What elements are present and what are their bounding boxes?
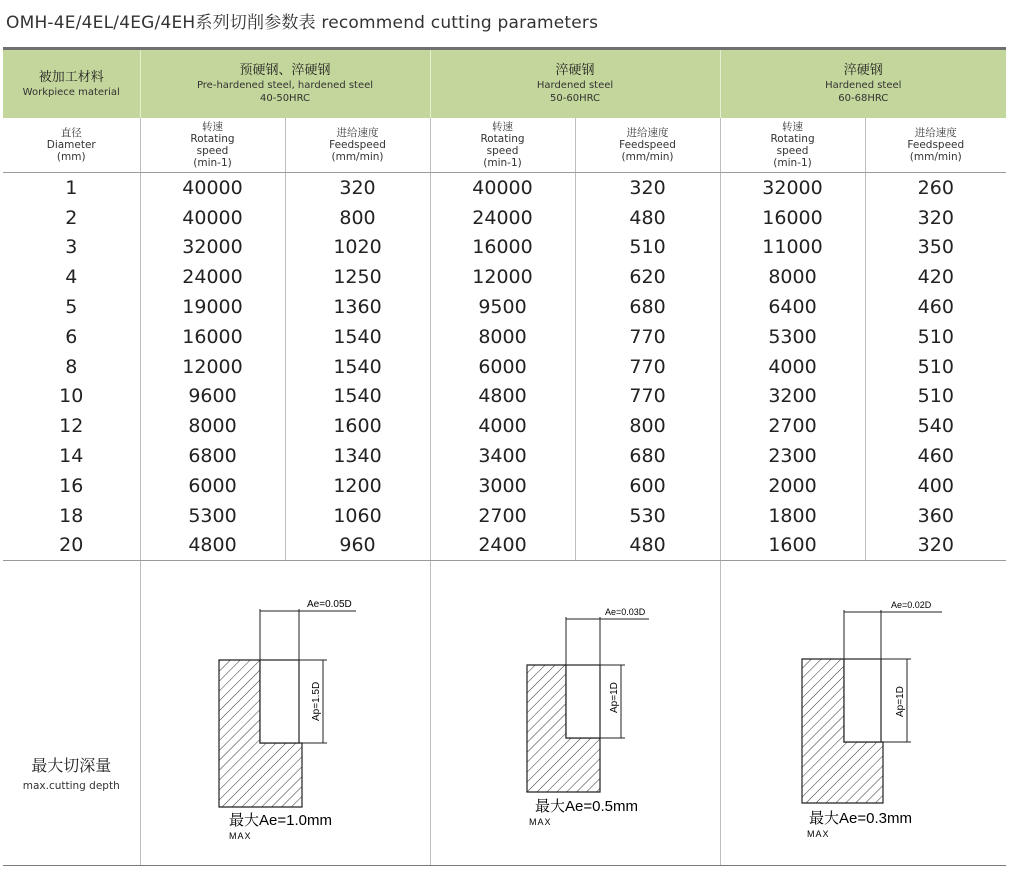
rpm-cell: 24000 [430, 203, 575, 233]
feed-cell: 360 [865, 501, 1006, 531]
feed-cell: 600 [575, 471, 720, 501]
feed-cell: 680 [575, 441, 720, 471]
group-header-cn: 预硬钢、淬硬钢 [239, 63, 331, 78]
depth-label-cell [3, 561, 140, 866]
group-header-hrc: 50-60HRC [550, 93, 601, 104]
diameter-cell: 10 [59, 385, 84, 408]
feed-cell: 1060 [285, 501, 430, 531]
feed-cell: 680 [575, 292, 720, 322]
diameter-cell: 20 [3, 531, 140, 561]
feed-cell: 1020 [285, 233, 430, 263]
feed-cell: 460 [865, 441, 1006, 471]
subheader-line: (mm/min) [909, 151, 962, 163]
table-row [3, 203, 1006, 233]
diameter-cell: 1 [65, 176, 78, 199]
feed-cell: 620 [575, 262, 720, 292]
subheader-line: speed [486, 145, 519, 157]
subheader-line: speed [776, 145, 809, 157]
group-header-en: Hardened steel [536, 80, 614, 91]
subheader-line: Feedspeed [619, 139, 676, 151]
rpm-cell: 32000 [140, 233, 285, 263]
subheader-line: speed [196, 145, 229, 157]
group-header-hrc: 60-68HRC [838, 93, 889, 104]
feed-cell: 320 [865, 531, 1006, 561]
diameter-cell: 12 [59, 415, 84, 438]
diameter-cell: 16 [59, 474, 84, 497]
table-body [3, 173, 1006, 561]
rpm-cell: 24000 [140, 262, 285, 292]
max-ae-label: 最大Ae=1.0mm [228, 812, 332, 830]
rpm-cell: 32000 [720, 173, 865, 203]
rpm-cell: 5300 [720, 322, 865, 352]
ae-label: Ae=0.02D [890, 600, 931, 611]
tool-shape [566, 665, 600, 738]
feed-cell: 320 [575, 173, 720, 203]
diameter-cell: 6 [65, 325, 78, 348]
group-header-cn: 淬硬钢 [555, 63, 595, 78]
rpm-cell: 3200 [720, 382, 865, 412]
rpm-cell: 11000 [720, 233, 865, 263]
feed-subheader [865, 118, 1006, 173]
feed-cell: 320 [285, 173, 430, 203]
tool-shape [260, 660, 299, 743]
rpm-cell: 19000 [140, 292, 285, 322]
feed-cell: 400 [865, 471, 1006, 501]
subheader-line: 进给速度 [914, 127, 957, 139]
ap-label: Ap=1.5D [310, 682, 322, 722]
group-header-cn: 淬硬钢 [843, 63, 883, 78]
table-row [3, 411, 1006, 441]
ap-label: Ap=1D [894, 686, 906, 718]
table-row [3, 292, 1006, 322]
feed-cell: 1600 [285, 411, 430, 441]
rpm-cell: 12000 [430, 262, 575, 292]
group-header-en: Pre-hardened steel, hardened steel [196, 80, 374, 91]
table-row [3, 352, 1006, 382]
speed-subheader [720, 118, 865, 173]
max-label: MAX [528, 817, 552, 828]
feed-cell: 420 [865, 262, 1006, 292]
rpm-cell: 8000 [140, 411, 285, 441]
rpm-cell: 4800 [140, 531, 285, 561]
material-header-en: Workpiece material [22, 86, 120, 98]
feed-cell: 770 [575, 382, 720, 412]
subheader-line: (min-1) [193, 157, 232, 169]
rpm-cell: 16000 [720, 203, 865, 233]
rpm-cell: 40000 [140, 203, 285, 233]
diameter-subheader [3, 118, 140, 173]
subheader-line: Feedspeed [329, 139, 386, 151]
feed-cell: 960 [285, 531, 430, 561]
cutting-depth-diagram [141, 561, 431, 861]
table-row [3, 382, 1006, 412]
max-label: MAX [228, 831, 252, 842]
rpm-cell: 12000 [140, 352, 285, 382]
feed-cell: 1200 [285, 471, 430, 501]
rpm-cell: 8000 [430, 322, 575, 352]
feed-cell: 480 [575, 203, 720, 233]
feed-cell: 1250 [285, 262, 430, 292]
rpm-cell: 6800 [140, 441, 285, 471]
table-row [3, 501, 1006, 531]
rpm-cell: 2700 [430, 501, 575, 531]
page-title: OMH-4E/4EL/4EG/4EH系列切削参数表 recommend cutting parameters [6, 13, 599, 33]
feed-cell: 1540 [285, 382, 430, 412]
rpm-cell: 1600 [720, 531, 865, 561]
diameter-cell: 3 [65, 236, 78, 259]
subheader-line: (mm) [56, 151, 86, 163]
feed-cell: 800 [575, 411, 720, 441]
max-ae-label: 最大Ae=0.5mm [534, 798, 638, 816]
subheader-line: Rotating [770, 133, 815, 145]
feed-cell: 510 [865, 322, 1006, 352]
feed-cell: 770 [575, 352, 720, 382]
max-ae-label: 最大Ae=0.3mm [808, 810, 912, 828]
feed-cell: 460 [865, 292, 1006, 322]
table-row [3, 531, 1006, 561]
rpm-cell: 40000 [140, 173, 285, 203]
depth-diagram-1 [140, 561, 430, 866]
feed-cell: 1540 [285, 322, 430, 352]
ae-label: Ae=0.05D [306, 599, 352, 611]
subheader-line: 转速 [782, 121, 804, 133]
rpm-cell: 16000 [140, 322, 285, 352]
rpm-cell: 6400 [720, 292, 865, 322]
table-row [3, 322, 1006, 352]
feed-subheader [575, 118, 720, 173]
subheader-line: (mm/min) [621, 151, 674, 163]
feed-cell: 510 [865, 382, 1006, 412]
subheader-line: 直径 [60, 127, 82, 139]
rpm-cell: 3000 [430, 471, 575, 501]
table-row [3, 233, 1006, 263]
tool-shape [844, 659, 881, 742]
rpm-cell: 6000 [140, 471, 285, 501]
feed-cell: 530 [575, 501, 720, 531]
feed-cell: 510 [575, 233, 720, 263]
subheader-line: Diameter [46, 139, 96, 151]
rpm-cell: 5300 [140, 501, 285, 531]
feed-cell: 320 [865, 203, 1006, 233]
rpm-cell: 3400 [430, 441, 575, 471]
feed-cell: 1360 [285, 292, 430, 322]
feed-cell: 540 [865, 411, 1006, 441]
rpm-cell: 2400 [430, 531, 575, 561]
rpm-cell: 4800 [430, 382, 575, 412]
depth-label-cn: 最大切深量 [31, 755, 112, 775]
feed-cell: 260 [865, 173, 1006, 203]
table-row [3, 173, 1006, 203]
cutting-parameters-table [3, 50, 1006, 866]
material-header-cn: 被加工材料 [38, 69, 104, 85]
group-header-1 [140, 50, 430, 118]
diameter-cell: 18 [59, 504, 84, 527]
feed-cell: 800 [285, 203, 430, 233]
feed-subheader [285, 118, 430, 173]
rpm-cell: 2300 [720, 441, 865, 471]
rpm-cell: 40000 [430, 173, 575, 203]
depth-diagram-3 [720, 561, 1006, 866]
rpm-cell: 2000 [720, 471, 865, 501]
diameter-cell: 5 [65, 296, 78, 319]
group-header-hrc: 40-50HRC [260, 93, 311, 104]
ae-label: Ae=0.03D [604, 607, 645, 618]
rpm-cell: 6000 [430, 352, 575, 382]
group-header-en: Hardened steel [825, 80, 902, 91]
speed-subheader [430, 118, 575, 173]
cutting-depth-diagram [721, 561, 1007, 861]
rpm-cell: 4000 [430, 411, 575, 441]
rpm-cell: 2700 [720, 411, 865, 441]
cutting-depth-diagram [431, 561, 721, 861]
feed-cell: 1540 [285, 352, 430, 382]
feed-cell: 480 [575, 531, 720, 561]
table-row [3, 262, 1006, 292]
feed-cell: 770 [575, 322, 720, 352]
max-label: MAX [806, 829, 830, 840]
table-row [3, 471, 1006, 501]
subheader-line: Feedspeed [907, 139, 965, 151]
table-row [3, 441, 1006, 471]
rpm-cell: 8000 [720, 262, 865, 292]
depth-label-en: max.cutting depth [22, 779, 120, 792]
diameter-cell: 4 [65, 266, 78, 289]
group-header-2 [430, 50, 720, 118]
subheader-line: 转速 [202, 121, 223, 133]
diameter-cell: 8 [65, 355, 78, 378]
subheader-line: (mm/min) [331, 151, 384, 163]
rpm-cell: 4000 [720, 352, 865, 382]
subheader-line: 进给速度 [336, 127, 379, 139]
subheader-line: 进给速度 [626, 127, 669, 139]
subheader-line: (min-1) [773, 157, 812, 169]
subheader-line: 转速 [492, 121, 514, 133]
ap-label: Ap=1D [608, 682, 620, 714]
rpm-cell: 16000 [430, 233, 575, 263]
diameter-cell: 2 [65, 206, 78, 229]
diameter-cell: 14 [59, 445, 84, 468]
feed-cell: 350 [865, 233, 1006, 263]
rpm-cell: 1800 [720, 501, 865, 531]
rpm-cell: 9600 [140, 382, 285, 412]
rpm-cell: 9500 [430, 292, 575, 322]
feed-cell: 510 [865, 352, 1006, 382]
feed-cell: 1340 [285, 441, 430, 471]
material-header [3, 50, 140, 118]
depth-diagram-2 [430, 561, 720, 866]
group-header-3 [720, 50, 1006, 118]
speed-subheader [140, 118, 285, 173]
subheader-line: Rotating [190, 133, 235, 145]
subheader-line: Rotating [480, 133, 525, 145]
subheader-line: (min-1) [483, 157, 522, 169]
